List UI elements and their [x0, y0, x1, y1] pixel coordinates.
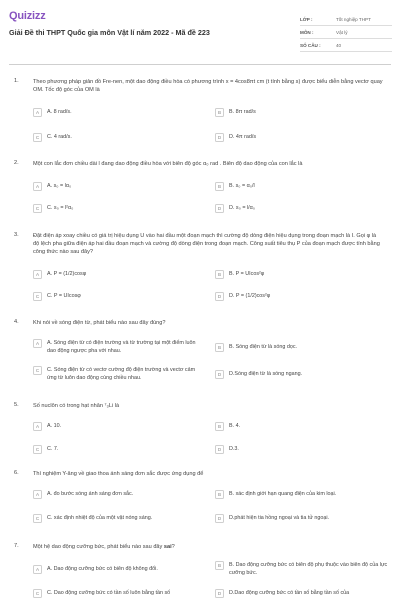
worksheet-title: Giải Đề thi THPT Quốc gia môn Vật lí năm 2022 - Mã đề 223: [9, 28, 210, 37]
question-number: 4.: [14, 319, 19, 325]
option-text: D.Dao động cưỡng bức có tần số bằng tần số của: [229, 590, 350, 596]
option-b[interactable]: [215, 422, 393, 431]
option-b[interactable]: [215, 490, 393, 499]
option-text: D.phát hiện tia hồng ngoại và tia tử ngoại.: [229, 515, 330, 521]
option-letter: D: [215, 133, 224, 142]
option-c[interactable]: [33, 133, 203, 142]
meta-label: SỐ CÂU :: [300, 42, 321, 48]
option-text: C. P = UIcosφ: [47, 293, 81, 299]
meta-value: 40: [336, 42, 342, 48]
option-c[interactable]: [33, 445, 203, 454]
option-text: A. P = (1/2)cosφ: [47, 271, 87, 277]
option-text: D. 4π rad/s: [229, 134, 257, 140]
option-letter: B: [215, 270, 224, 279]
question-number: 6.: [14, 470, 19, 476]
question-number: 5.: [14, 402, 19, 408]
option-text: C. xác định nhiệt độ của một vật nóng sáng.: [47, 515, 153, 521]
option-text: C. Dao động cưỡng bức có tần số luôn bằng tần số: [47, 590, 171, 596]
option-text: B. 8π rad/s: [229, 109, 256, 115]
meta-value: Vật lý: [336, 29, 348, 35]
option-d[interactable]: [215, 370, 393, 379]
option-d[interactable]: [215, 514, 393, 523]
meta-row-class: [300, 13, 392, 26]
option-d[interactable]: [215, 204, 393, 213]
option-text: A. 8 rad/s.: [47, 109, 72, 115]
option-text: D. P = (1/2)cos²φ: [229, 293, 271, 299]
option-letter: A: [33, 422, 42, 431]
option-text: B. P = UIcos²φ: [229, 271, 265, 277]
question-text-end: ?: [171, 544, 175, 550]
option-letter: D: [215, 292, 224, 301]
option-text: C. Sóng điện từ có vectơ cường độ điện trường và vectơ cảm ứng từ luôn dao động cùng chiều nhau.: [47, 367, 196, 381]
option-text: B. Dao động cưỡng bức có biên độ phụ thuộc vào biên độ của lực cưỡng bức.: [229, 562, 388, 576]
option-letter: C: [33, 445, 42, 454]
option-letter: C: [33, 514, 42, 523]
option-a[interactable]: [33, 339, 203, 355]
option-b[interactable]: [215, 561, 393, 577]
option-text: A. đo bước sóng ánh sáng đơn sắc.: [47, 491, 134, 497]
option-letter: B: [215, 422, 224, 431]
meta-value: Tốt nghiệp THPT: [336, 16, 371, 22]
option-b[interactable]: [215, 270, 393, 279]
option-d[interactable]: [215, 133, 393, 142]
question-number: 3.: [14, 232, 19, 238]
question-text: Thí nghiệm Y-âng về giao thoa ánh sáng đơn sắc được ứng dụng để: [33, 471, 204, 477]
option-letter: A: [33, 490, 42, 499]
meta-label: LỚP :: [300, 16, 313, 22]
option-text: A. 10.: [47, 423, 62, 429]
option-b[interactable]: [215, 182, 393, 191]
option-a[interactable]: [33, 182, 203, 191]
option-letter: C: [33, 204, 42, 213]
header-divider: [9, 64, 391, 65]
option-letter: B: [215, 490, 224, 499]
option-a[interactable]: [33, 490, 203, 499]
option-letter: D: [215, 589, 224, 598]
option-text: C. 4 rad/s.: [47, 134, 72, 140]
meta-row-subject: [300, 26, 392, 39]
option-letter: C: [33, 589, 42, 598]
question-text: [33, 543, 383, 551]
option-letter: A: [33, 565, 42, 574]
option-letter: A: [33, 182, 42, 191]
question-text-emphasis: sai: [163, 544, 172, 550]
option-text: B. xác định giới hạn quang điện của kim loại.: [229, 491, 337, 497]
meta-label: MÔN :: [300, 29, 314, 35]
question-text: Một con lắc đơn chiều dài l đang dao động điều hòa với biên độ góc α₀ rad . Biên độ dao động của con lắc là: [33, 161, 303, 167]
option-letter: B: [215, 561, 224, 570]
question-text: Đặt điện áp xoay chiều có giá trị hiệu dụng U vào hai đầu một đoạn mạch thì cường độ dòng điện hiệu dụng trong đoạn mạch là I. Gọi φ là độ lệch pha giữa điện áp hai đầu đoạn mạch và cường độ dòng điện trong đoạn mạch. Công suất tiêu thụ P của đoạn mạch được tính bằng công thức nào sau đây?: [33, 233, 380, 255]
option-b[interactable]: [215, 343, 393, 352]
option-a[interactable]: [33, 565, 203, 574]
option-text: D.Sóng điện từ là sóng ngang.: [229, 371, 303, 377]
worksheet-meta: [300, 13, 392, 52]
option-b[interactable]: [215, 108, 393, 117]
question-text: Số nuclôn có trong hạt nhân ⁷₃Li là: [33, 403, 120, 409]
option-c[interactable]: [33, 204, 203, 213]
option-a[interactable]: [33, 108, 203, 117]
option-c[interactable]: [33, 589, 203, 598]
option-c[interactable]: [33, 514, 203, 523]
option-letter: C: [33, 292, 42, 301]
question-number: 1.: [14, 78, 19, 84]
option-text: C. s₀ = l²α₀: [47, 205, 74, 211]
option-letter: D: [215, 204, 224, 213]
question-number: 7.: [14, 543, 19, 549]
quizizz-logo: Quizizz: [9, 10, 46, 22]
question-text: Khi nói về sóng điện từ, phát biểu nào sau đây đúng?: [33, 320, 166, 326]
option-d[interactable]: [215, 589, 393, 598]
option-a[interactable]: [33, 422, 203, 431]
option-text: D.3.: [229, 446, 239, 452]
option-letter: C: [33, 366, 42, 375]
meta-row-count: [300, 39, 392, 52]
option-text: B. s₀ = α₀/l: [229, 183, 255, 189]
option-text: B. 4.: [229, 423, 241, 429]
option-letter: A: [33, 270, 42, 279]
question-text: Theo phương pháp giản đồ Fre-nen, một dao động điều hòa có phương trình x = 4cos8πt cm (t tính bằng s) được biểu diễn bằng vectơ quay OM. Tốc độ góc của OM là: [33, 79, 383, 93]
option-c[interactable]: [33, 366, 203, 382]
option-letter: B: [215, 108, 224, 117]
option-text: A. Dao động cưỡng bức có biên độ không đổi.: [47, 566, 158, 572]
option-letter: D: [215, 370, 224, 379]
option-text: A. Sóng điện từ có điện trường và từ trường tại một điểm luôn dao động ngược pha với nhau.: [47, 340, 196, 354]
question-text-plain: Một hệ dao động cưỡng bức, phát biểu nào sau đây: [33, 544, 164, 550]
option-letter: A: [33, 108, 42, 117]
option-text: C. 7.: [47, 446, 59, 452]
worksheet-header: [0, 0, 400, 62]
option-letter: D: [215, 445, 224, 454]
question-number: 2.: [14, 160, 19, 166]
option-letter: B: [215, 343, 224, 352]
option-letter: D: [215, 514, 224, 523]
option-letter: B: [215, 182, 224, 191]
option-c[interactable]: [33, 292, 203, 301]
option-d[interactable]: [215, 292, 393, 301]
option-d[interactable]: [215, 445, 393, 454]
option-letter: C: [33, 133, 42, 142]
option-text: A. s₀ = lα₀: [47, 183, 72, 189]
option-letter: A: [33, 339, 42, 348]
option-text: D. s₀ = l/α₀: [229, 205, 256, 211]
option-a[interactable]: [33, 270, 203, 279]
option-text: B. Sóng điện từ là sóng dọc.: [229, 344, 298, 350]
